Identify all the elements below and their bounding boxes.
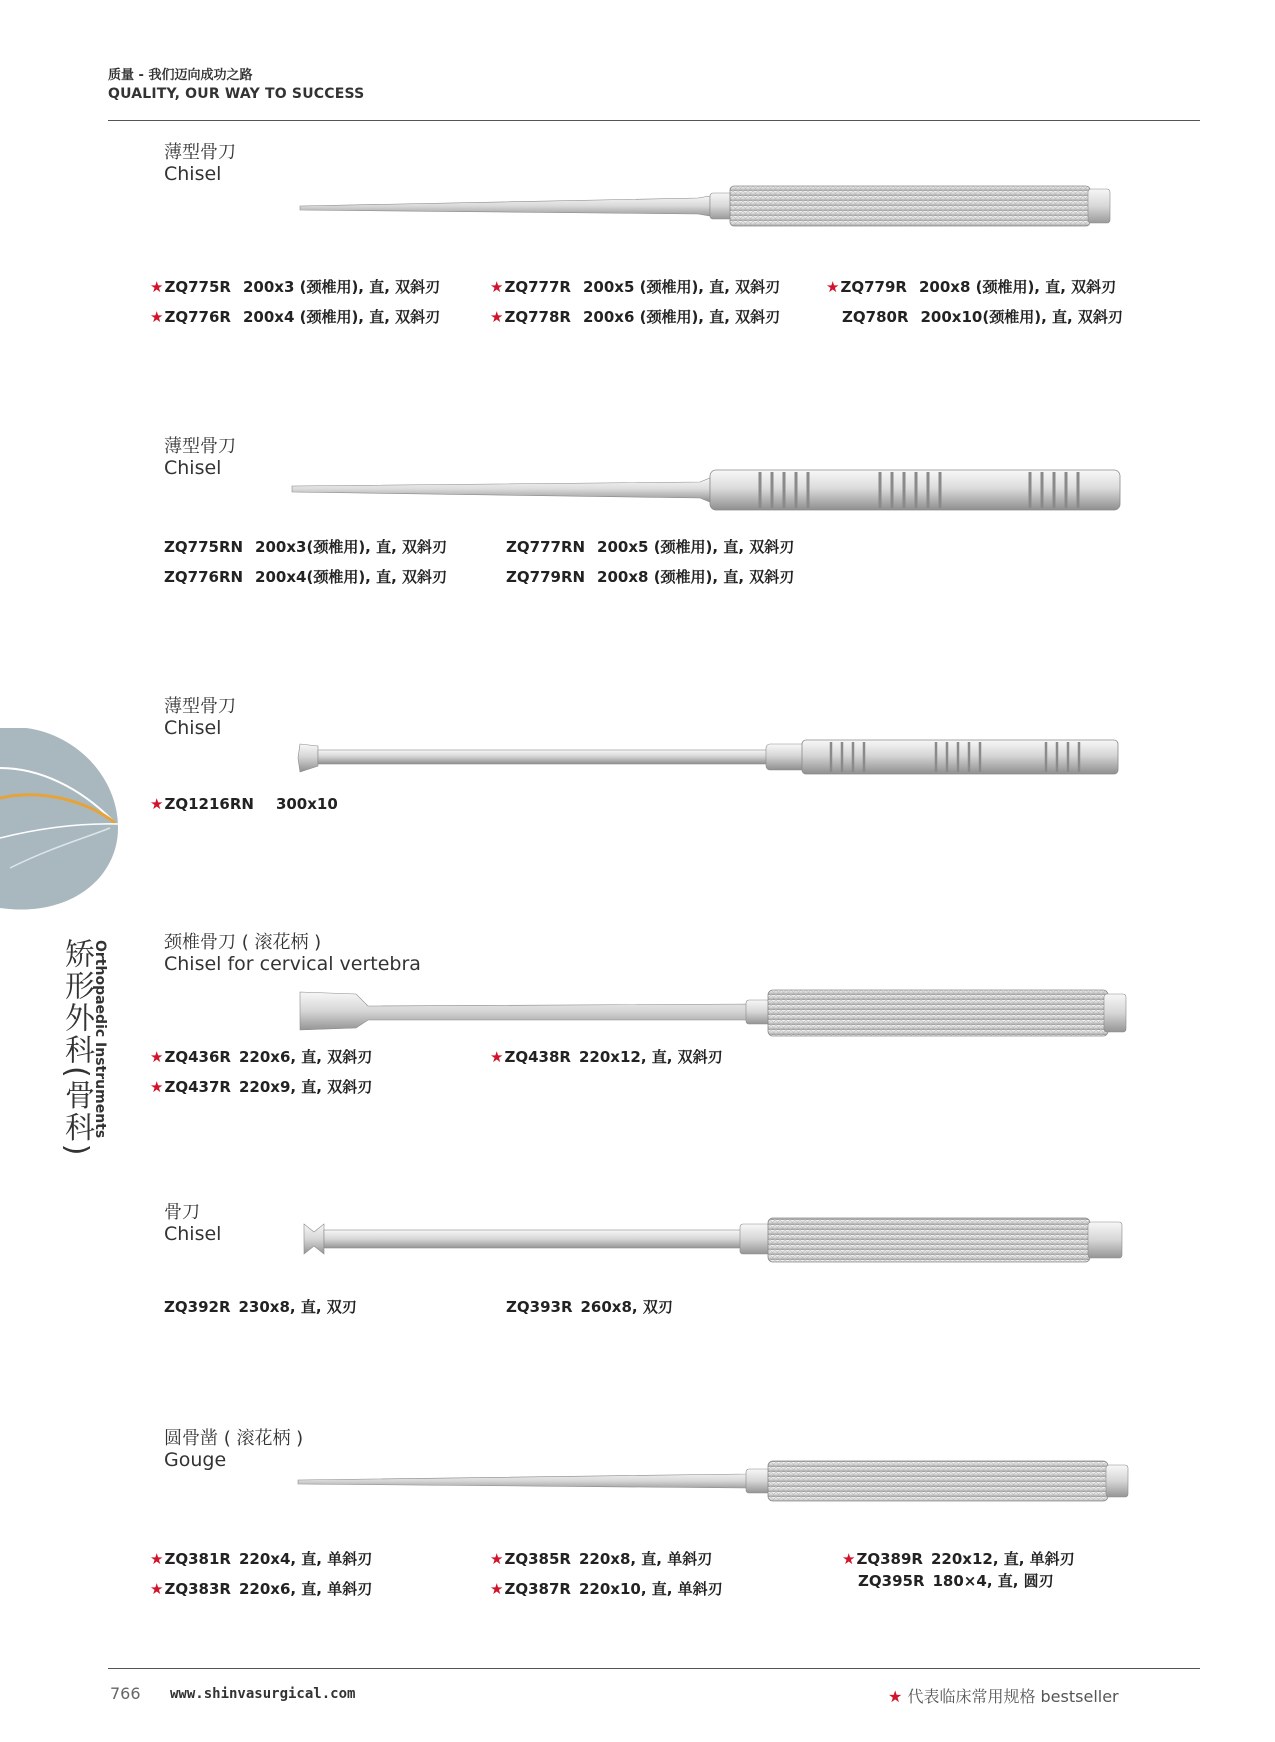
spec-item: ★ZQ383R 220x6, 直, 单斜刃	[150, 1580, 373, 1598]
cervical-chisel-knurled-image	[296, 980, 1132, 1050]
spec-item: ★ZQ778R 200x6 (颈椎用), 直, 双斜刃	[490, 308, 781, 326]
bestseller-star-icon: ★	[490, 1550, 504, 1568]
spec-item: ★ZQ436R 220x6, 直, 双斜刃	[150, 1048, 373, 1066]
footer-rule	[108, 1668, 1200, 1669]
spec-item: ZQ393R 260x8, 双刃	[506, 1298, 673, 1316]
bestseller-star-icon: ★	[150, 1550, 164, 1568]
bestseller-star-icon: ★	[150, 1048, 164, 1066]
spec-item: ★ZQ776R 200x4 (颈椎用), 直, 双斜刃	[150, 308, 441, 326]
spec-item: ★ZQ437R 220x9, 直, 双斜刃	[150, 1078, 373, 1096]
bestseller-star-icon: ★	[150, 1580, 164, 1598]
side-tab-title-en: Orthopaedic Instruments	[92, 940, 108, 1139]
spec-item: ZQ775RN 200x3(颈椎用), 直, 双斜刃	[164, 538, 448, 556]
header-rule	[108, 120, 1200, 121]
spec-item: ★ZQ389R 220x12, 直, 单斜刃	[842, 1550, 1075, 1568]
side-tab-illustration	[0, 728, 120, 918]
section-title-en: Chisel	[164, 163, 222, 185]
spec-item: ★ZQ381R 220x4, 直, 单斜刃	[150, 1550, 373, 1568]
website-link[interactable]: www.shinvasurgical.com	[170, 1686, 356, 1702]
spec-item: ★ZQ1216RN 300x10	[150, 795, 338, 813]
bestseller-legend-text: 代表临床常用规格 bestseller	[907, 1687, 1119, 1706]
chisel-thin-knurled-image	[298, 176, 1118, 236]
spec-item: ★ZQ779R 200x8 (颈椎用), 直, 双斜刃	[826, 278, 1117, 296]
spec-item: ★ZQ387R 220x10, 直, 单斜刃	[490, 1580, 723, 1598]
bestseller-star-icon: ★	[490, 308, 504, 326]
header-tagline-en: QUALITY, OUR WAY TO SUCCESS	[108, 86, 365, 102]
spec-item: ★ZQ385R 220x8, 直, 单斜刃	[490, 1550, 713, 1568]
section-title-cn: 薄型骨刀	[164, 696, 236, 717]
bestseller-star-icon: ★	[150, 278, 164, 296]
spec-item: ★ZQ775R 200x3 (颈椎用), 直, 双斜刃	[150, 278, 441, 296]
section-title-cn: 圆骨凿 ( 滚花柄 )	[164, 1428, 304, 1449]
section-title-cn: 薄型骨刀	[164, 436, 236, 457]
bestseller-legend	[888, 1684, 1119, 1707]
bestseller-star-icon: ★	[150, 795, 164, 813]
chisel-angled-ribbed-image	[296, 734, 1126, 780]
chisel-thin-ribbed-image	[290, 462, 1130, 518]
bestseller-star-icon: ★	[150, 308, 164, 326]
section-title-en: Chisel	[164, 457, 222, 479]
spec-item: ZQ779RN 200x8 (颈椎用), 直, 双斜刃	[506, 568, 795, 586]
section-title-cn: 骨刀	[164, 1202, 200, 1223]
spec-item: ZQ392R 230x8, 直, 双刃	[164, 1298, 357, 1316]
spec-item: ★ZQ438R 220x12, 直, 双斜刃	[490, 1048, 723, 1066]
bestseller-star-icon: ★	[826, 278, 840, 296]
section-title-en: Chisel	[164, 1223, 222, 1245]
spec-item: ZQ395R 180×4, 直, 圆刃	[858, 1572, 1054, 1590]
spec-item: ZQ780R 200x10(颈椎用), 直, 双斜刃	[842, 308, 1123, 326]
bestseller-star-icon: ★	[150, 1078, 164, 1096]
gouge-knurled-image	[296, 1452, 1132, 1512]
page-number: 766	[110, 1684, 141, 1703]
spec-item: ★ZQ777R 200x5 (颈椎用), 直, 双斜刃	[490, 278, 781, 296]
side-tab-title-cn: 矫形外科(骨科)	[59, 938, 94, 1158]
section-title-cn: 颈椎骨刀 ( 滚花柄 )	[164, 932, 322, 953]
section-title-cn: 薄型骨刀	[164, 142, 236, 163]
section-title-en: Chisel	[164, 717, 222, 739]
chisel-forked-knurled-image	[300, 1210, 1136, 1274]
bestseller-star-icon: ★	[490, 278, 504, 296]
spec-item: ZQ777RN 200x5 (颈椎用), 直, 双斜刃	[506, 538, 795, 556]
spec-item: ZQ776RN 200x4(颈椎用), 直, 双斜刃	[164, 568, 448, 586]
bestseller-star-icon: ★	[842, 1550, 856, 1568]
section-title-en: Chisel for cervical vertebra	[164, 953, 421, 975]
section-title-en: Gouge	[164, 1449, 227, 1471]
bestseller-star-icon: ★	[888, 1687, 903, 1706]
bestseller-star-icon: ★	[490, 1580, 504, 1598]
bestseller-star-icon: ★	[490, 1048, 504, 1066]
header-tagline-cn: 质量 - 我们迈向成功之路	[108, 68, 253, 83]
